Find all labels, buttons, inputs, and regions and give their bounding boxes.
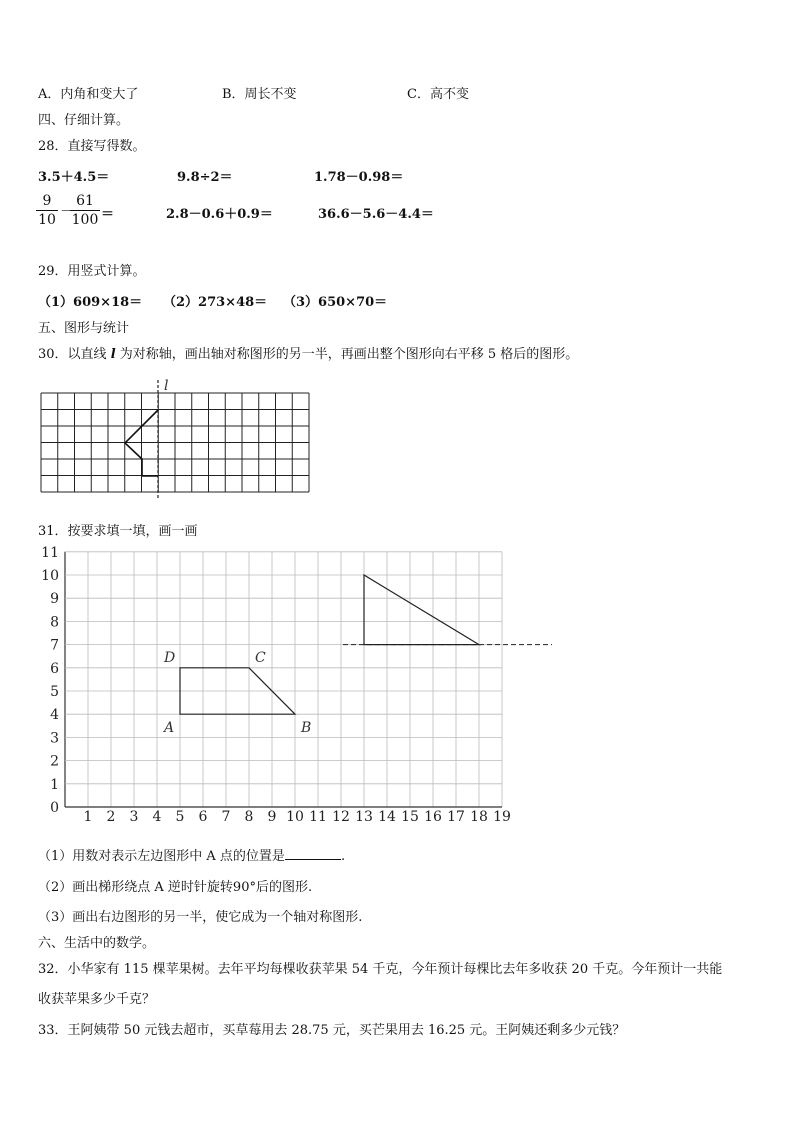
right-triangle bbox=[364, 575, 479, 645]
x-tick-label: 7 bbox=[221, 809, 231, 825]
axis-label: l bbox=[164, 378, 169, 394]
y-tick-label: 10 bbox=[41, 568, 59, 584]
q32-line2: 收获苹果多少千克？ bbox=[38, 992, 156, 1007]
x-tick-label: 14 bbox=[378, 809, 396, 825]
y-tick-label: 9 bbox=[50, 591, 59, 608]
fraction-numerator: 9 bbox=[36, 192, 58, 211]
vertex-label-d: D bbox=[164, 649, 176, 666]
q31-sub1-end: . bbox=[340, 849, 346, 864]
option-b: B．周长不变 bbox=[222, 87, 297, 102]
y-tick-label: 1 bbox=[50, 776, 59, 793]
x-tick-label: 18 bbox=[470, 809, 488, 825]
q29-item-2: （2）273×48＝ bbox=[163, 295, 268, 310]
y-tick-label: 3 bbox=[50, 730, 59, 747]
x-tick-label: 4 bbox=[152, 809, 162, 825]
q29-item-3: （3）650×70＝ bbox=[283, 295, 388, 310]
y-tick-label: 7 bbox=[50, 637, 59, 654]
x-tick-label: 19 bbox=[493, 809, 511, 825]
q28-item-3: 1.78－0.98＝ bbox=[314, 170, 404, 185]
q30-title-pre: 30．以直线 bbox=[38, 347, 111, 362]
equals-sign: ＝ bbox=[101, 207, 115, 222]
x-tick-label: 16 bbox=[424, 809, 442, 825]
x-tick-label: 2 bbox=[106, 809, 116, 825]
y-tick-label: 5 bbox=[50, 684, 59, 700]
vertex-label-a: A bbox=[164, 720, 175, 737]
vertex-label-b: B bbox=[301, 720, 312, 737]
answer-blank[interactable] bbox=[285, 847, 341, 860]
q28-item-6: 36.6－5.6－4.4＝ bbox=[318, 207, 434, 222]
q31-sub3: （3）画出右边图形的另一半，使它成为一个轴对称图形. bbox=[38, 910, 363, 925]
q30-title-var: l bbox=[110, 347, 116, 362]
x-tick-label: 11 bbox=[309, 809, 327, 825]
section-6-heading: 六、生活中的数学。 bbox=[38, 936, 156, 951]
q31-sub1-text: （1）用数对表示左边图形中 A 点的位置是 bbox=[38, 849, 285, 864]
fraction-denominator: 100 bbox=[71, 212, 99, 228]
q29-title: 29．用竖式计算。 bbox=[38, 264, 146, 279]
q33: 33．王阿姨带 50 元钱去超市，买草莓用去 28.75 元，买芒果用去 16.25 元。王阿姨还剩多少元钱？ bbox=[38, 1023, 626, 1038]
section-5-heading: 五、图形与统计 bbox=[38, 321, 130, 336]
q30-title-post: 为对称轴，画出轴对称图形的另一半，再画出整个图形向右平移 5 格后的图形。 bbox=[115, 347, 579, 362]
y-tick-label: 4 bbox=[50, 707, 59, 724]
q28-title: 28．直接写得数。 bbox=[38, 139, 146, 154]
x-tick-label: 15 bbox=[401, 809, 419, 825]
y-tick-label: 8 bbox=[50, 614, 59, 631]
x-tick-label: 12 bbox=[332, 809, 350, 825]
option-c: C．高不变 bbox=[407, 87, 469, 102]
fraction-numerator: 61 bbox=[70, 192, 100, 211]
q31-sub2: （2）画出梯形绕点 A 逆时针旋转90°后的图形. bbox=[38, 880, 313, 895]
x-tick-label: 3 bbox=[129, 809, 139, 825]
x-tick-label: 9 bbox=[267, 809, 277, 825]
section-4-heading: 四、仔细计算。 bbox=[38, 113, 130, 128]
x-tick-label: 8 bbox=[244, 809, 254, 825]
option-a: A．内角和变大了 bbox=[38, 87, 139, 102]
x-tick-label: 10 bbox=[286, 809, 304, 825]
x-tick-label: 5 bbox=[175, 809, 185, 825]
y-tick-label: 11 bbox=[41, 544, 59, 561]
q32-line1: 32．小华家有 115 棵苹果树。去年平均每棵收获苹果 54 千克，今年预计每棵比去年多收获 20 千克。今年预计一共能 bbox=[38, 962, 723, 977]
q28-item-2: 9.8÷2＝ bbox=[177, 170, 233, 185]
x-tick-label: 1 bbox=[83, 809, 93, 825]
q31-sub1 bbox=[38, 845, 345, 864]
q28-item-5: 2.8－0.6＋0.9＝ bbox=[166, 207, 273, 222]
vertex-label-c: C bbox=[255, 649, 266, 666]
x-tick-label: 17 bbox=[447, 809, 465, 825]
y-tick-label: 0 bbox=[50, 800, 59, 816]
fraction-denominator: 10 bbox=[38, 212, 56, 228]
y-tick-label: 6 bbox=[50, 660, 59, 677]
q29-item-1: （1）609×18＝ bbox=[38, 295, 143, 310]
y-tick-label: 2 bbox=[50, 753, 59, 770]
q28-item-1: 3.5＋4.5＝ bbox=[38, 170, 110, 185]
x-tick-label: 6 bbox=[198, 809, 208, 825]
x-tick-label: 13 bbox=[355, 809, 373, 825]
q31-title: 31．按要求填一填，画一画 bbox=[38, 524, 198, 539]
minus-sign: － bbox=[60, 204, 74, 220]
